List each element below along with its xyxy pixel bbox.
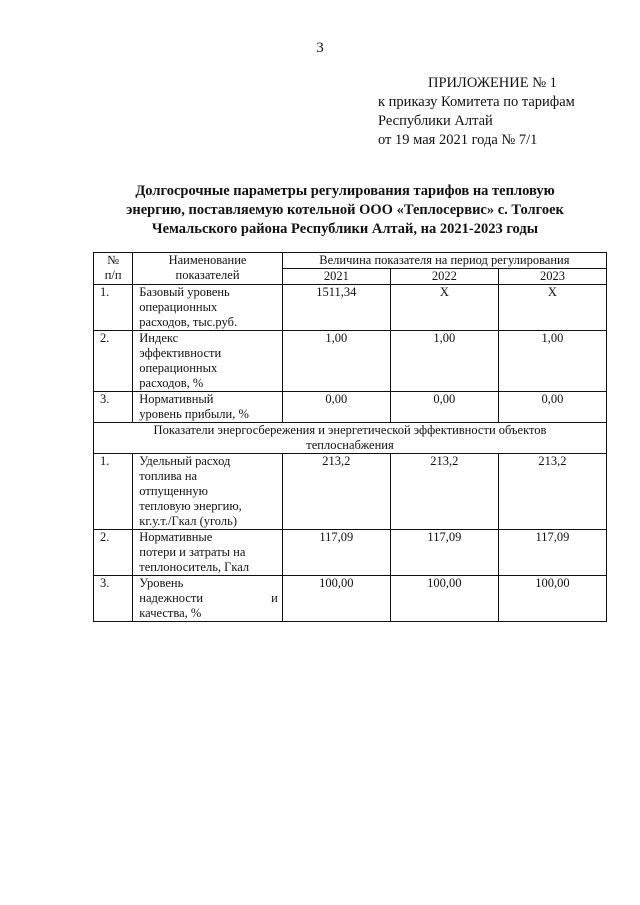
row-name-line: Нормативный (139, 392, 214, 406)
row-num: 1. (94, 285, 133, 331)
table-row (94, 392, 607, 423)
appendix-title: ПРИЛОЖЕНИЕ № 1 (428, 75, 557, 91)
row-name-word: и (271, 591, 278, 605)
row-name-line (139, 591, 278, 606)
header-year: 2022 (390, 269, 498, 285)
row-name (133, 392, 283, 423)
header-name-sub: показателей (175, 268, 240, 282)
appendix-line: к приказу Комитета по тарифам (378, 94, 575, 110)
parameters-table (93, 252, 607, 622)
row-name-line: кг.у.т./Гкал (уголь) (139, 514, 237, 528)
header-year: 2021 (282, 269, 390, 285)
row-value: 1,00 (390, 331, 498, 392)
row-name-line: теплоноситель, Гкал (139, 560, 250, 574)
table-header-row (94, 253, 607, 269)
row-name (133, 331, 283, 392)
row-name-line: отпущенную (139, 484, 208, 498)
row-name-line: тепловую энергию, (139, 499, 242, 513)
document-title (110, 182, 580, 239)
row-name-line: Нормативные (139, 530, 213, 544)
row-name-line: Удельный расход (139, 454, 231, 468)
section-header (94, 423, 607, 454)
row-value: 100,00 (498, 576, 606, 622)
row-value: 117,09 (282, 530, 390, 576)
row-value: 117,09 (390, 530, 498, 576)
row-value: 0,00 (390, 392, 498, 423)
row-name (133, 530, 283, 576)
table-row (94, 331, 607, 392)
table-row (94, 576, 607, 622)
table-row (94, 530, 607, 576)
row-num: 1. (94, 454, 133, 530)
table-row (94, 454, 607, 530)
table-row (94, 285, 607, 331)
row-name-line: Индекс (139, 331, 179, 345)
header-name: Наименование (168, 253, 247, 267)
row-name-line: качества, % (139, 606, 202, 620)
row-name-line: уровень прибыли, % (139, 407, 249, 421)
row-name-line: топлива на (139, 469, 198, 483)
row-value: 100,00 (390, 576, 498, 622)
row-value: 213,2 (282, 454, 390, 530)
row-value: 0,00 (282, 392, 390, 423)
row-value: X (390, 285, 498, 331)
page-number: 3 (316, 40, 324, 56)
section-header-row (94, 423, 607, 454)
row-name-line: операционных (139, 300, 218, 314)
title-line: Чемальского района Республики Алтай, на 2021-2023 годы (151, 221, 539, 237)
row-name (133, 576, 283, 622)
section-header-line: теплоснабжения (306, 438, 394, 452)
row-value: 117,09 (498, 530, 606, 576)
row-value: 100,00 (282, 576, 390, 622)
appendix-line: Республики Алтай (378, 113, 493, 129)
row-name-line: операционных (139, 361, 218, 375)
row-name-line: потери и затраты на (139, 545, 246, 559)
row-value: 1511,34 (282, 285, 390, 331)
row-num: 2. (94, 331, 133, 392)
appendix-header (378, 74, 575, 150)
row-num: 3. (94, 576, 133, 622)
title-line: Долгосрочные параметры регулирования тарифов на тепловую (135, 183, 555, 199)
row-name-line: эффективности (139, 346, 222, 360)
row-value: X (498, 285, 606, 331)
row-value: 213,2 (390, 454, 498, 530)
header-name-cell (133, 253, 283, 285)
header-num-sub: п/п (104, 268, 122, 282)
row-name-line: расходов, % (139, 376, 204, 390)
row-name-line: Базовый уровень (139, 285, 230, 299)
header-num: № (107, 253, 120, 267)
title-line: энергию, поставляемую котельной ООО «Теплосервис» с. Толгоек (126, 202, 564, 218)
header-year: 2023 (498, 269, 606, 285)
row-name-line: расходов, тыс.руб. (139, 315, 238, 329)
row-name-word: надежности (139, 591, 204, 605)
row-value: 1,00 (282, 331, 390, 392)
row-name (133, 454, 283, 530)
row-name (133, 285, 283, 331)
section-header-line: Показатели энергосбережения и энергетической эффективности объектов (153, 423, 547, 437)
row-name-line: Уровень (139, 576, 184, 590)
header-num-cell (94, 253, 133, 285)
appendix-line: от 19 мая 2021 года № 7/1 (378, 132, 538, 148)
header-period: Величина показателя на период регулирования (282, 253, 606, 269)
row-num: 2. (94, 530, 133, 576)
row-num: 3. (94, 392, 133, 423)
row-value: 0,00 (498, 392, 606, 423)
row-value: 213,2 (498, 454, 606, 530)
row-value: 1,00 (498, 331, 606, 392)
